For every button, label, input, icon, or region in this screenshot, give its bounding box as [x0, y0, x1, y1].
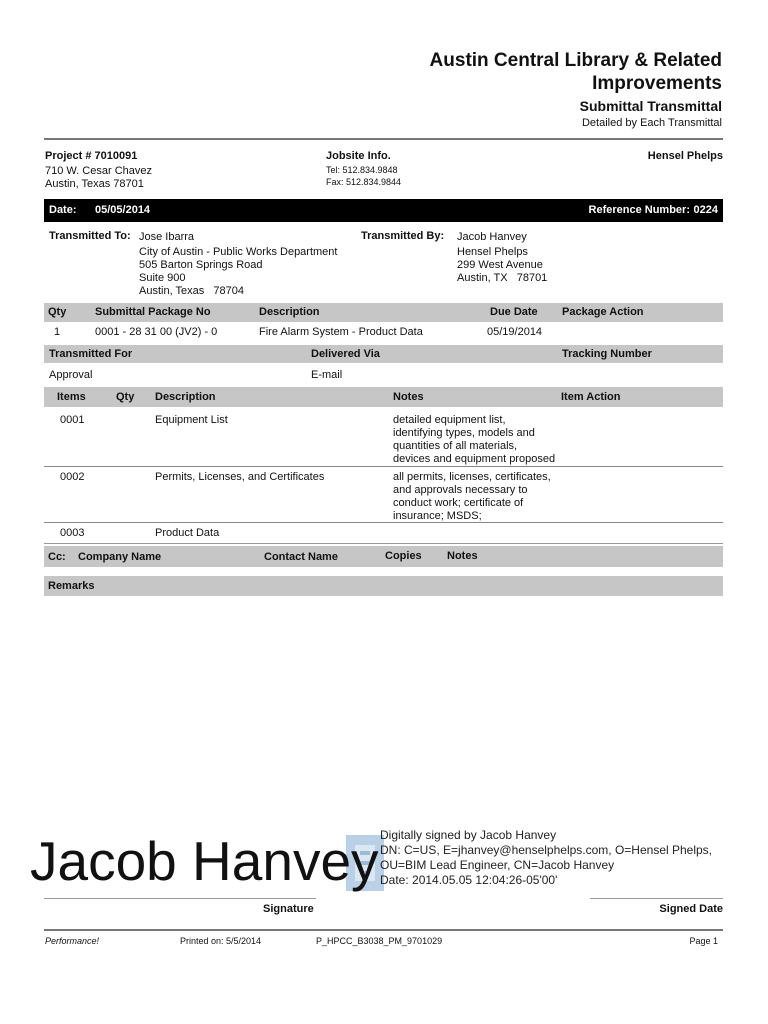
col-qty: Qty — [48, 306, 67, 318]
document-title-line1: Austin Central Library & Related — [429, 50, 722, 71]
package-number: 0001 - 28 31 00 (JV2) - 0 — [95, 326, 218, 338]
transmitted-by-name: Jacob Hanvey — [457, 231, 527, 243]
transmitted-to-address1: 505 Barton Springs Road — [139, 259, 263, 271]
digital-signature-line2: DN: C=US, E=jhanvey@henselphelps.com, O=Hensel Phelps, — [380, 843, 713, 857]
signature-label: Signature — [263, 903, 314, 915]
digital-signature-line1: Digitally signed by Jacob Hanvey — [380, 828, 557, 842]
package-due-date: 05/19/2014 — [487, 326, 543, 338]
header-divider — [44, 138, 723, 140]
col-delivered-via: Delivered Via — [311, 348, 380, 360]
col-item-qty: Qty — [116, 391, 135, 403]
delivered-via-value: E-mail — [311, 369, 343, 381]
project-address-line2: Austin, Texas 78701 — [45, 178, 144, 190]
transmitted-by-org: Hensel Phelps — [457, 246, 528, 258]
col-package-action: Package Action — [562, 306, 644, 318]
jobsite-fax: Fax: 512.834.9844 — [326, 177, 402, 187]
document-subtitle: Submittal Transmittal — [579, 98, 722, 114]
package-description: Fire Alarm System - Product Data — [259, 326, 423, 338]
transmitted-to-address3: Austin, Texas 78704 — [139, 285, 244, 297]
signed-date-line — [590, 898, 723, 899]
items-table-header — [44, 387, 723, 407]
col-cc: Cc: — [48, 551, 66, 563]
project-number: Project # 7010091 — [45, 150, 138, 162]
document-title-line2: Improvements — [592, 73, 722, 94]
item-notes: detailed equipment list, identifying types, models and quantities of all materials, devices and equipment proposed — [393, 414, 556, 465]
signed-date-label: Signed Date — [659, 903, 723, 915]
package-table-header — [44, 303, 723, 322]
transmitted-by-address1: 299 West Avenue — [457, 259, 543, 271]
footer-printed-on: Printed on: 5/5/2014 — [180, 936, 262, 946]
transmitted-to-label: Transmitted To: — [49, 230, 131, 242]
document-detail: Detailed by Each Transmittal — [581, 117, 722, 129]
transmitted-to-org: City of Austin - Public Works Department — [139, 246, 338, 258]
date-label: Date: — [49, 204, 77, 216]
item-notes: all permits, licenses, certificates, and approvals necessary to conduct work; certificate of insurance; MSDS; — [393, 471, 551, 522]
item-number: 0001 — [60, 414, 85, 426]
col-notes: Notes — [393, 391, 424, 403]
contractor-name: Hensel Phelps — [647, 150, 723, 162]
col-due-date: Due Date — [490, 306, 538, 318]
col-items: Items — [57, 391, 86, 403]
package-qty: 1 — [54, 326, 61, 338]
transmitted-to-name: Jose Ibarra — [139, 231, 195, 243]
digital-signature-line3: OU=BIM Lead Engineer, CN=Jacob Hanvey — [380, 858, 615, 872]
reference-number-value: 0224 — [693, 204, 718, 216]
col-transmitted-for: Transmitted For — [49, 348, 133, 360]
item-description: Permits, Licenses, and Certificates — [155, 471, 325, 483]
project-address-line1: 710 W. Cesar Chavez — [45, 165, 152, 177]
col-cc-notes: Notes — [447, 550, 478, 562]
signature-name: Jacob Hanvey — [30, 830, 379, 892]
jobsite-tel: Tel: 512.834.9848 — [326, 165, 398, 175]
col-tracking-number: Tracking Number — [562, 348, 652, 360]
reference-number-label: Reference Number: — [588, 204, 690, 216]
signature-line — [44, 898, 316, 899]
col-company-name: Company Name — [78, 551, 162, 563]
row-divider — [44, 522, 723, 523]
col-copies: Copies — [385, 550, 422, 562]
footer-report-id: P_HPCC_B3038_PM_9701029 — [316, 936, 443, 946]
transmit-table-header — [44, 345, 723, 363]
col-submittal-package-no: Submittal Package No — [95, 306, 211, 318]
row-divider — [44, 543, 723, 544]
transmitted-by-address2: Austin, TX 78701 — [457, 272, 548, 284]
col-item-description: Description — [155, 391, 216, 403]
transmitted-for-value: Approval — [49, 369, 93, 381]
item-number: 0003 — [60, 527, 85, 539]
col-item-action: Item Action — [561, 391, 621, 403]
footer-divider — [44, 929, 723, 931]
digital-signature-block — [380, 828, 712, 888]
date-value: 05/05/2014 — [95, 204, 151, 216]
footer-page-number: Page 1 — [689, 936, 718, 946]
item-number: 0002 — [60, 471, 85, 483]
remarks-label: Remarks — [48, 580, 95, 592]
remarks-header — [44, 576, 723, 596]
cc-table-header — [44, 546, 723, 567]
item-description: Equipment List — [155, 414, 228, 426]
transmitted-by-label: Transmitted By: — [361, 230, 445, 242]
date-bar — [44, 199, 723, 222]
row-divider — [44, 466, 723, 467]
transmitted-to-address2: Suite 900 — [139, 272, 186, 284]
digital-signature-line4: Date: 2014.05.05 12:04:26-05'00' — [380, 873, 558, 887]
col-contact-name: Contact Name — [264, 551, 338, 563]
footer-app-name: Performance! — [45, 936, 100, 946]
jobsite-label: Jobsite Info. — [326, 150, 391, 162]
col-description: Description — [259, 306, 320, 318]
item-description: Product Data — [155, 527, 220, 539]
